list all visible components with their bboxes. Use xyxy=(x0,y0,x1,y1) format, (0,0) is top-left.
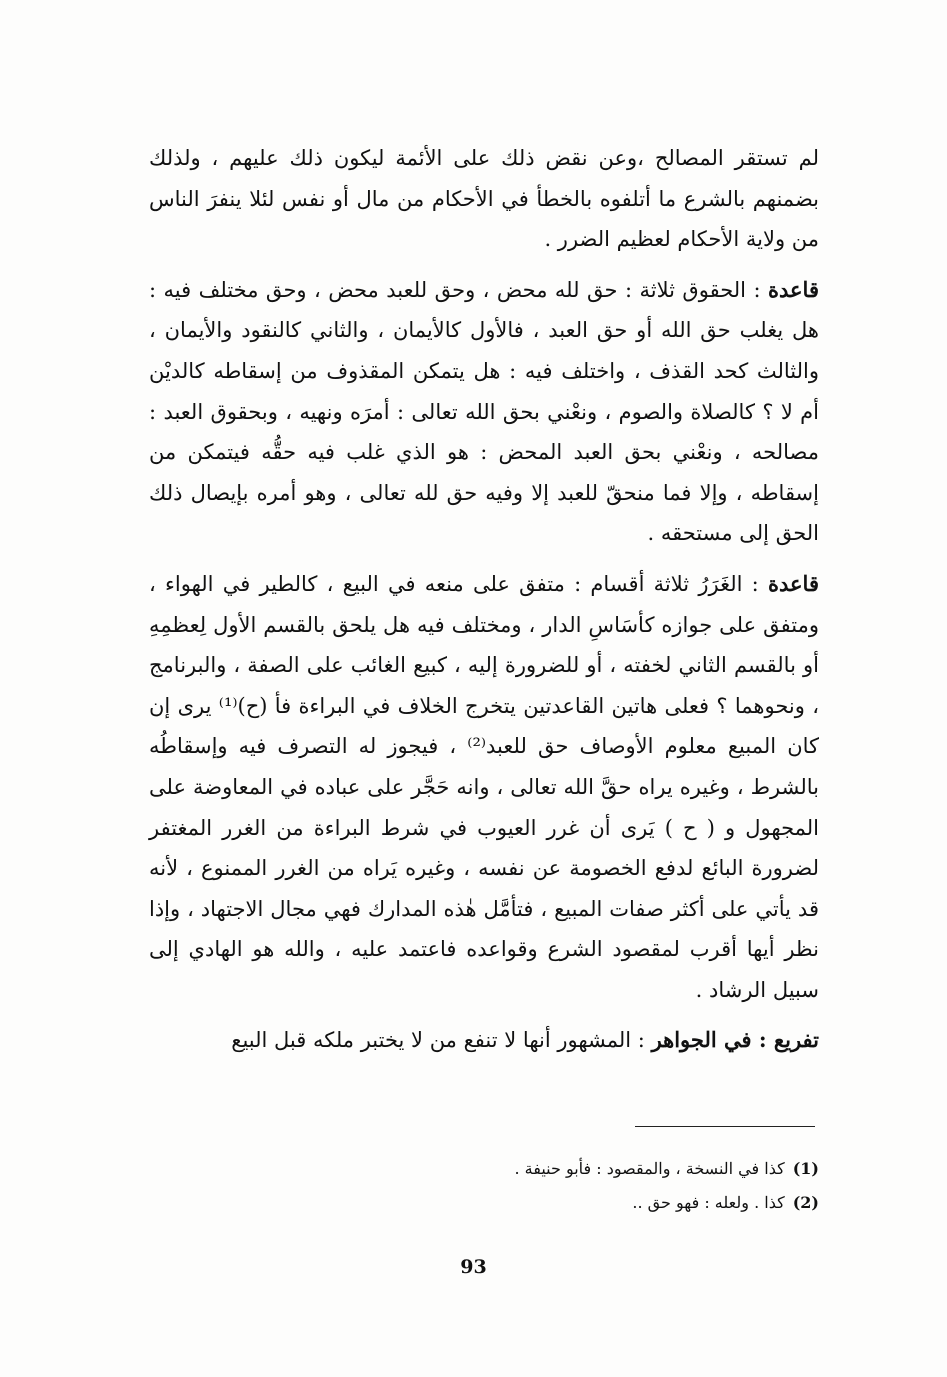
paragraph-4-heading: تفريع : في الجواهر xyxy=(651,1027,819,1053)
paragraph-3-body: : الغَرَرُ ثلاثة أقسام : متفق على منعه في البيع ، كالطير في الهواء ، ومتفق على جوازه كأسَاسِ الدار ، ومختلف فيه هل يلحق بالقسم الأول لِعظمِهِ أو بالقسم الثاني لخفته ، أو للضرورة إليه ، كبيع الغائب على الصفة ، والبرنامج ، ونحوهما ؟ فعلى هاتين القاعدتين يتخرج الخلاف في البراءة فأ (ح)⁽¹⁾ يرى إن كان المبيع معلوم الأوصاف حق للعبد⁽²⁾ ، فيجوز له التصرف فيه وإسقاطُه بالشرط ، وغيره يراه حقَّ الله تعالى ، وانه حَجَّر على عباده في المعاوضة على المجهول و ( ح ) يَرى أن غرر العيوب في شرط البراءة من الغرر المغتفر لضرورة البائع لدفع الخصومة عن نفسه ، وغيره يَراه من الغرر الممنوع ، لأنه قد يأتي على أكثر صفات المبيع ، فتأمَّل هٰذه المدارك فهي مجال الاجتهاد ، وإذا نظر أيها أقرب لمقصود الشرع وقواعده فاعتمد عليه ، والله هو الهادي إلى سبيل الرشاد . xyxy=(149,571,820,1002)
footnotes xyxy=(149,1152,819,1220)
footnote-1 xyxy=(149,1152,819,1186)
main-text xyxy=(149,138,819,1071)
paragraph-3 xyxy=(149,564,819,1011)
paragraph-4-body: : المشهور أنها لا تنفع من لا يختبر ملكه قبل البيع xyxy=(231,1028,652,1053)
paragraph-2-heading: قاعدة xyxy=(768,276,819,302)
paragraph-1-body: لم تستقر المصالح ،وعن نقض ذلك على الأئمة ليكون ذلك عليهم ، ولذلك بضمنهم بالشرع ما أتلفوه بالخطأ في الأحكام من مال أو نفس لئلا ينفرَ الناس من ولاية الأحكام لعظيم الضرر . xyxy=(149,146,819,252)
footnote-2-number: (2) xyxy=(792,1193,819,1212)
paragraph-2-body: : الحقوق ثلاثة : حق لله محض ، وحق للعبد محض ، وحق مختلف فيه : هل يغلب حق الله أو حق العبد ، فالأول كالأيمان ، والثاني كالنقود والأيمان ، والثالث كحد القذف ، واختلف فيه : هل يتمكن المقذوف من إسقاطه كالديْن أم لا ؟ كالصلاة والصوم ، ونعْني بحق الله تعالى : أمرَه ونهيه ، وبحقوق العبد : مصالحه ، ونعْني بحق العبد المحض : هو الذي غلب فيه حقُّه فيتمكن من إسقاطه ، وإلا فما منحقّ للعبد إلا وفيه حق لله تعالى ، وهو أمره بإيصال ذلك الحق إلى مستحقه . xyxy=(149,277,819,546)
paragraph-3-heading: قاعدة xyxy=(768,570,819,596)
footnote-2 xyxy=(149,1186,819,1220)
paragraph-2 xyxy=(149,270,819,554)
footnote-divider xyxy=(635,1126,815,1127)
footnote-2-text: كذا . ولعله : فهو حق .. xyxy=(632,1193,785,1212)
page-number: 93 xyxy=(460,1256,487,1278)
footnote-1-text: كذا في النسخة ، والمقصود : فأبو حنيفة . xyxy=(514,1159,785,1178)
paragraph-4 xyxy=(149,1020,819,1061)
footnote-1-number: (1) xyxy=(792,1159,819,1178)
paragraph-1 xyxy=(149,138,819,260)
